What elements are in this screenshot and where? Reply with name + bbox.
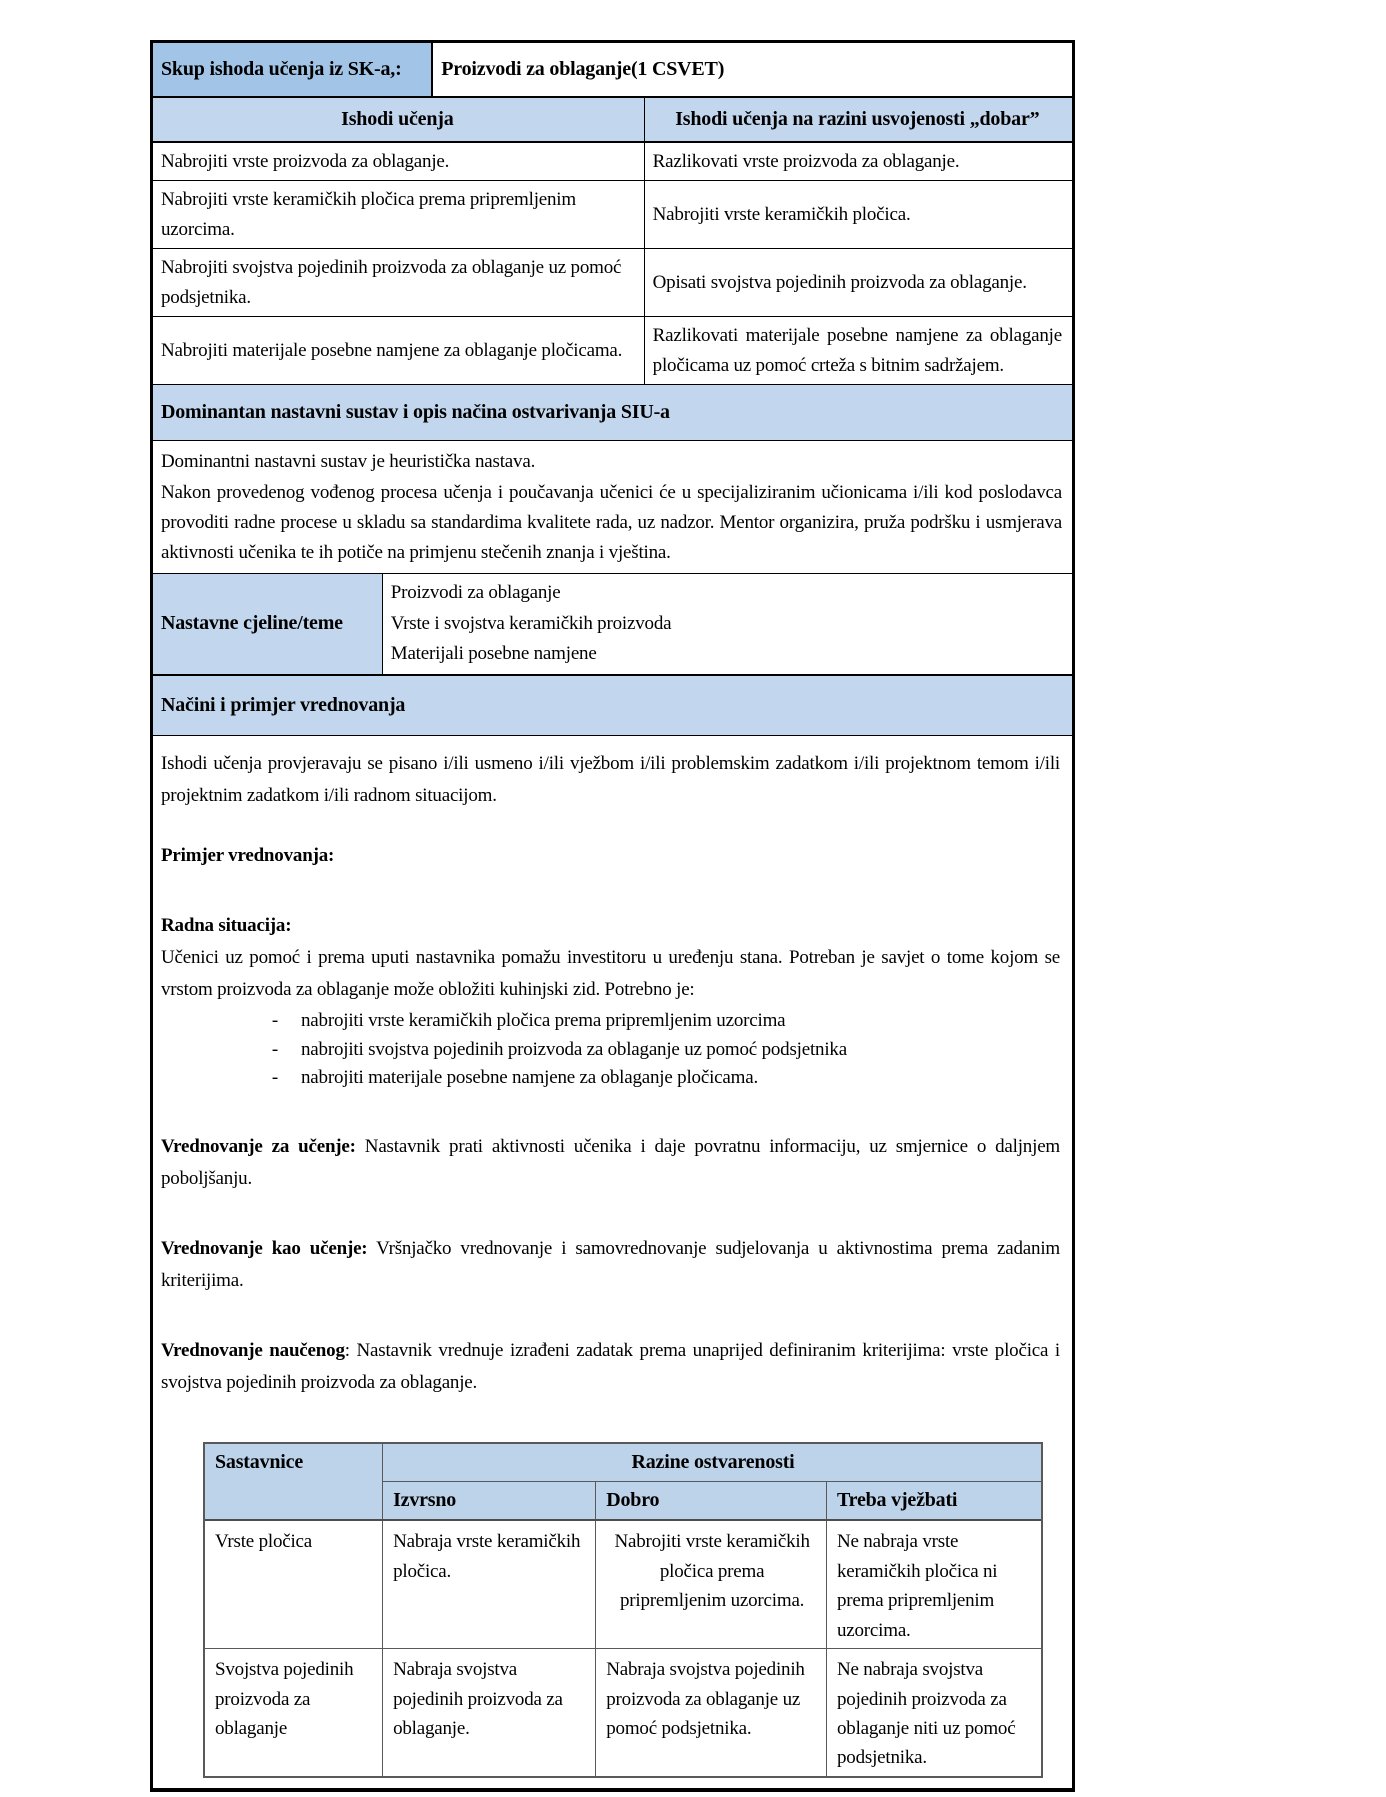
- rubric-level-izvrsno: Izvrsno: [383, 1482, 596, 1519]
- rubric-level-treba-vjezbati: Treba vježbati: [827, 1482, 1041, 1519]
- outcome-right: Nabrojiti vrste keramičkih pločica.: [652, 204, 911, 226]
- outcome-row: [153, 181, 1072, 249]
- rubric-dobro-cell: Nabraja svojstva pojedinih proizvoda za oblaganje uz pomoć podsjetnika.: [596, 1649, 827, 1776]
- outcome-row: [153, 249, 1072, 317]
- evaluation-content: [153, 736, 1072, 1788]
- assessment-of-learned: [161, 1335, 1060, 1399]
- rubric-table: [203, 1442, 1043, 1778]
- bullet-item: [161, 1064, 1060, 1093]
- rubric-izvrsno-cell: Nabraja vrste keramičkih pločica.: [383, 1521, 596, 1648]
- teaching-units-row: [153, 574, 1072, 676]
- rubric-header-top: [205, 1444, 1041, 1482]
- assessment-for-learning: [161, 1131, 1060, 1195]
- evaluation-header: Načini i primjer vrednovanja: [153, 676, 1072, 736]
- bullet-text: nabrojiti vrste keramičkih pločica prema pripremljenim uzorcima: [301, 1010, 786, 1032]
- outcome-right: Opisati svojstva pojedinih proizvoda za oblaganje.: [652, 272, 1027, 294]
- teaching-unit-item: Vrste i svojstva keramičkih proizvoda: [390, 612, 672, 634]
- rubric-component: Vrste pločica: [205, 1521, 383, 1648]
- rubric-izvrsno-cell: Nabraja svojstva pojedinih proizvoda za oblaganje.: [383, 1649, 596, 1776]
- work-situation-bullets: [161, 1007, 1060, 1093]
- rubric-header-spacer: [205, 1482, 383, 1519]
- teaching-units-list: [383, 574, 1072, 674]
- outcomes-right-header: Ishodi učenja na razini usvojenosti „dobar”: [645, 98, 1072, 141]
- bullet-dash: -: [271, 1010, 279, 1032]
- teaching-unit-item: Proizvodi za oblaganje: [390, 581, 561, 603]
- bullet-text: nabrojiti materijale posebne namjene za oblaganje pločicama.: [301, 1067, 758, 1089]
- rubric-row: [205, 1521, 1041, 1649]
- evaluation-example-label: Primjer vrednovanja:: [161, 844, 335, 866]
- bullet-dash: -: [271, 1067, 279, 1089]
- outcomes-left-header: Ishodi učenja: [153, 98, 645, 141]
- assessment-for-learning-label: Vrednovanje za učenje:: [161, 1135, 356, 1157]
- assessment-for-learning-text: Nastavnik prati aktivnosti učenika i daje povratnu informaciju, uz smjernice o daljnjem poboljšanju.: [161, 1135, 1061, 1189]
- learning-outcome-set-value: Proizvodi za oblaganje(1 CSVET): [441, 58, 725, 80]
- bullet-dash: -: [271, 1038, 279, 1060]
- bullet-item: [161, 1007, 1060, 1036]
- teaching-unit-item: Materijali posebne namjene: [390, 643, 597, 665]
- outcome-left: Nabrojiti materijale posebne namjene za oblaganje pločicama.: [153, 317, 645, 384]
- rubric-row: [205, 1649, 1041, 1776]
- work-situation-label: Radna situacija:: [161, 914, 292, 936]
- outcome-left: Nabrojiti vrste keramičkih pločica prema pripremljenim uzorcima.: [153, 181, 645, 248]
- assessment-as-learning-text: Vršnjačko vrednovanje i samovrednovanje sudjelovanja u aktivnostima prema zadanim kriterijima.: [161, 1237, 1060, 1291]
- rubric-dobro-cell: Nabrojiti vrste keramičkih pločica prema pripremljenim uzorcima.: [596, 1521, 827, 1648]
- dominant-system-line1: Dominantni nastavni sustav je heuristička nastava.: [161, 451, 536, 473]
- rubric-treba-cell: Ne nabraja vrste keramičkih pločica ni prema pripremljenim uzorcima.: [836, 1531, 998, 1641]
- learning-outcome-set-row: [153, 43, 1072, 98]
- teaching-units-label: Nastavne cjeline/teme: [153, 574, 383, 674]
- outcomes-header-row: [153, 98, 1072, 143]
- rubric-levels-header: Razine ostvarenosti: [383, 1444, 1041, 1482]
- assessment-as-learning: [161, 1233, 1060, 1297]
- rubric-treba-cell: Ne nabraja svojstva pojedinih proizvoda za oblaganje niti uz pomoć podsjetnika.: [836, 1659, 1016, 1769]
- rubric-component: Svojstva pojedinih proizvoda za oblaganje: [205, 1649, 383, 1776]
- bullet-text: nabrojiti svojstva pojedinih proizvoda za oblaganje uz pomoć podsjetnika: [301, 1038, 847, 1060]
- dominant-system-text: [153, 441, 1072, 574]
- learning-outcome-set-label: Skup ishoda učenja iz SK-a,:: [153, 43, 433, 96]
- rubric-component-header: Sastavnice: [205, 1444, 383, 1482]
- rubric-header-levels: [205, 1482, 1041, 1521]
- dominant-system-header: Dominantan nastavni sustav i opis načina ostvarivanja SIU-a: [153, 385, 1072, 441]
- outcome-row: [153, 143, 1072, 181]
- bullet-item: [161, 1036, 1060, 1065]
- curriculum-table: [150, 40, 1075, 1792]
- outcome-row: [153, 317, 1072, 385]
- assessment-as-learning-label: Vrednovanje kao učenje:: [161, 1237, 368, 1259]
- outcome-left: Nabrojiti vrste proizvoda za oblaganje.: [153, 143, 645, 180]
- dominant-system-line2: Nakon provedenog vođenog procesa učenja i poučavanja učenici će u specijaliziranim učionicama i/ili kod poslodavca provoditi radne procese u skladu sa standardima kvalitete rada, uz nadzor. Mentor organizira, pruža podršku i usmjerava aktivnosti učenika te ih potiče na primjenu stečenih znanja i vještina.: [161, 481, 1062, 564]
- assessment-of-learned-label: Vrednovanje naučenog: [161, 1339, 345, 1361]
- outcome-right: Razlikovati vrste proizvoda za oblaganje.: [652, 151, 960, 172]
- outcome-left: Nabrojiti svojstva pojedinih proizvoda za oblaganje uz pomoć podsjetnika.: [153, 249, 645, 316]
- assessment-of-learned-text: : Nastavnik vrednuje izrađeni zadatak prema unaprijed definiranim kriterijima: vrste pločica i svojstva pojedinih proizvoda za oblaganje.: [161, 1339, 1060, 1393]
- evaluation-intro: Ishodi učenja provjeravaju se pisano i/ili usmeno i/ili vježbom i/ili problemskim zadatkom i/ili projektnom temom i/ili projektnim zadatkom i/ili radnom situacijom.: [161, 753, 1060, 806]
- work-situation-text: Učenici uz pomoć i prema uputi nastavnika pomažu investitoru u uređenju stana. Potreban je savjet o tome kojom se vrstom proizvoda za oblaganje može obložiti kuhinjski zid. Potrebno je:: [161, 946, 1060, 1000]
- rubric-level-dobro: Dobro: [596, 1482, 827, 1519]
- outcome-right: Razlikovati materijale posebne namjene za oblaganje pločicama uz pomoć crteža s bitnim sadržajem.: [652, 325, 1062, 376]
